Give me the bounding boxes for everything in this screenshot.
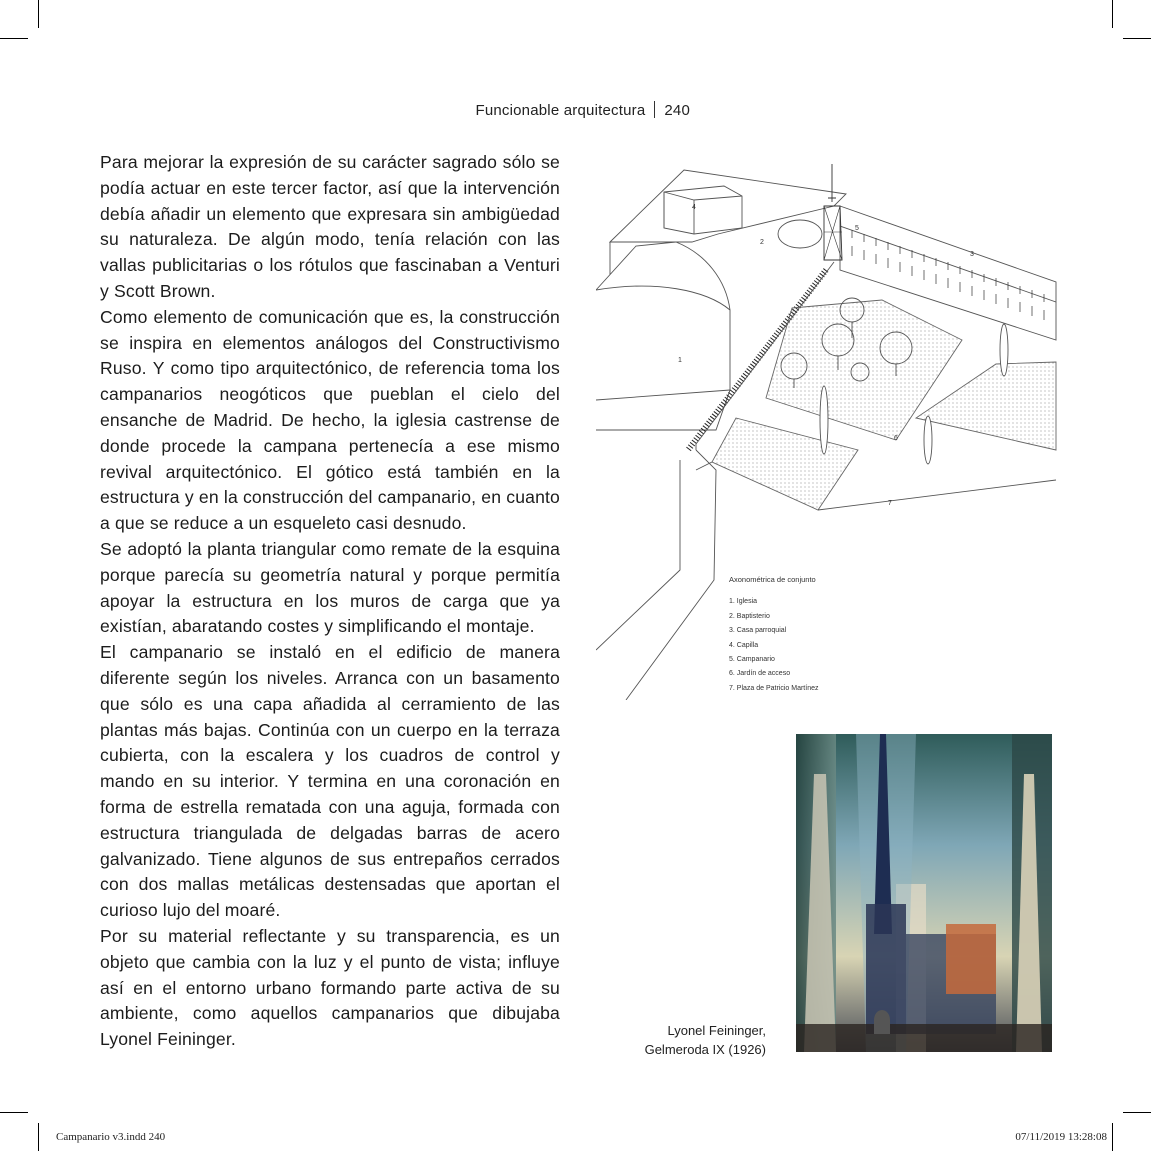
crop-mark [38, 1123, 39, 1151]
paragraph: Se adoptó la planta triangular como remate de la esquina porque parecía su geometría natural y porque permitía apoyar la estructura en los muros de carga que ya existían, abaratando costes y simplificando el montaje. [100, 538, 560, 637]
paragraph: Como elemento de comunicación que es, la construcción se inspira en elementos análogos del Constructivismo Ruso. Y como tipo arquitectónico, de referencia toma los campanarios neogóticos que pueblan el cielo del ensanche de Madrid. De hecho, la iglesia castrense de donde procede la campana pertenecía a ese mismo revival arquitectónico. El gótico está también en la estructura y en la construcción del campanario, en cuanto a que se reduce a un esqueleto casi desnudo. [100, 306, 560, 534]
slug-left: Campanario v3.indd 240 [56, 1131, 166, 1143]
feininger-painting [796, 734, 1052, 1052]
crop-mark [38, 0, 39, 28]
legend-item: 3. Casa parroquial [729, 627, 787, 635]
painting-caption [600, 1021, 766, 1059]
crop-mark [0, 1112, 28, 1113]
crop-mark [1112, 1123, 1113, 1151]
legend-item: 4. Capilla [729, 641, 759, 649]
crop-mark [1123, 1112, 1151, 1113]
axo-label-7: 7 [888, 500, 892, 507]
paragraph: Por su material reflectante y su transparencia, es un objeto que cambia con la luz y el punto de vista; influye así en el entorno urbano formando parte activa de su ambiente, como aquellos campanarios que dibujaba Lyonel Feininger. [100, 925, 560, 1050]
running-header [400, 101, 690, 119]
axonometric-drawing [596, 150, 1151, 700]
header-divider [654, 101, 655, 118]
paragraph: Para mejorar la expresión de su carácter sagrado sólo se podía actuar en este tercer factor, así que la intervención debía añadir un elemento que expresara sin ambigüedad su naturaleza. De algún modo, tenía relación con las vallas publicitarias o los rótulos que fascinaban a Venturi y Scott Brown. [100, 152, 560, 301]
paragraph: El campanario se instaló en el edificio de manera diferente según los niveles. Arranca con un basamento que sólo es una capa añadida al cerramiento de las plantas más bajas. Continúa con un cuerpo en la terraza cubierta, con la escalera y los cuadros de control y mando en su interior. Y termina en una coronación en forma de estrella rematada con una aguja, formada con estructura triangulada de delgadas barras de acero galvanizado. Tiene algunos de sus entrepaños cerrados con dos mallas metálicas destensadas que aportan el curioso lujo del moaré. [100, 642, 560, 921]
legend-item: 7. Plaza de Patricio Martínez [729, 684, 819, 692]
axo-label-5: 5 [855, 225, 859, 232]
section-title: Funcionable arquitectura [475, 102, 646, 119]
slug-right: 07/11/2019 13:28:08 [1015, 1131, 1107, 1143]
axo-label-1: 1 [678, 357, 682, 364]
caption-line: Lyonel Feininger, [667, 1023, 766, 1038]
legend-item: 6. Jardín de acceso [729, 670, 791, 678]
legend-title: Axonométrica de conjunto [729, 575, 816, 584]
crop-mark [0, 38, 28, 39]
caption-line: Gelmeroda IX (1926) [644, 1042, 766, 1057]
axo-label-6: 6 [894, 435, 898, 442]
axo-label-3: 3 [970, 251, 974, 258]
crop-mark [1123, 38, 1151, 39]
legend-item: 5. Campanario [729, 656, 775, 664]
axo-label-2: 2 [760, 239, 764, 246]
page-number: 240 [664, 102, 690, 119]
legend-item: 2. Baptisterio [729, 612, 770, 620]
body-text-column [100, 150, 560, 1053]
axo-label-4: 4 [692, 204, 696, 211]
legend-item: 1. Iglesia [729, 598, 758, 606]
crop-mark [1112, 0, 1113, 28]
axonometric-legend [729, 573, 819, 696]
